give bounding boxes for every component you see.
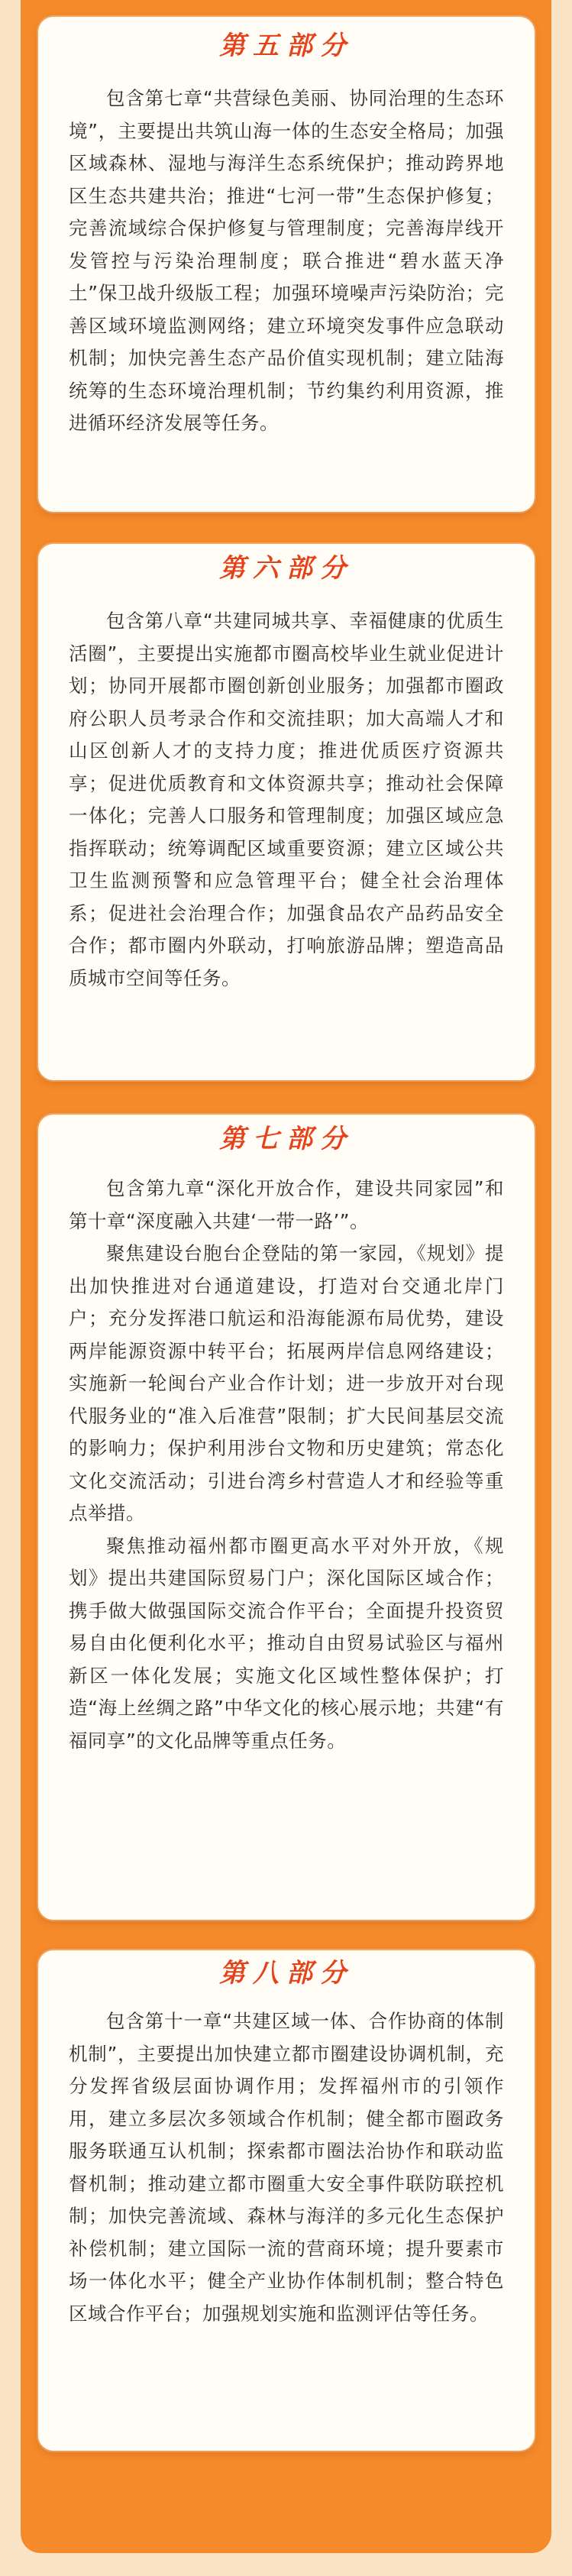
section-card-part-6: [38, 544, 535, 1080]
section-paragraph: 聚焦推动福州都市圈更高水平对外开放，《规划》提出共建国际贸易门户；深化国际区域合作；携手做大做强国际交流合作平台；全面提升投资贸易自由化便利化水平；推动自由贸易试验区与福州新区一体化发展；实施文化区域性整体保护；打造“海上丝绸之路”中华文化的核心展示地；共建“有福同享”的文化品牌等重点任务。: [69, 1534, 504, 1752]
section-paragraph: 包含第七章“共营绿色美丽、协同治理的生态环境”，主要提出共筑山海一体的生态安全格局；加强区域森林、湿地与海洋生态系统保护；推动跨界地区生态共建共治；推进“七河一带”生态保护修复；完善流域综合保护修复与管理制度；完善海岸线开发管控与污染治理制度；联合推进“碧水蓝天净土”保卫战升级版工程；加强环境噪声污染防治；完善区域环境监测网络；建立环境突发事件应急联动机制；加快完善生态产品价值实现机制；建立陆海统筹的生态环境治理机制；节约集约利用资源，推进循环经济发展等任务。: [69, 87, 504, 434]
section-card-part-7: [38, 1115, 535, 1920]
section-paragraph: 包含第十一章“共建区域一体、合作协商的体制机制”，主要提出加快建立都市圈建设协调机制，充分发挥省级层面协调作用；发挥福州市的引领作用，建立多层次多领域合作机制；健全都市圈政务服务联通互认机制；探索都市圈法治协作和联动监督机制；推动建立都市圈重大安全事件联防联控机制；加快完善流域、森林与海洋的多元化生态保护补偿机制；建立国际一流的营商环境；提升要素市场一体化水平；健全产业协作体制机制；整合特色区域合作平台；加强规划实施和监测评估等任务。: [69, 2010, 504, 2325]
section-paragraph: 包含第八章“共建同城共享、幸福健康的优质生活圈”，主要提出实施都市圈高校毕业生就业促进计划；协同开展都市圈创新创业服务；加强都市圈政府公职人员考录合作和交流挂职；加大高端人才和山区创新人才的支持力度；推进优质医疗资源共享；促进优质教育和文体资源共享；推动社会保障一体化；完善人口服务和管理制度；加强区域应急指挥联动；统筹调配区域重要资源；建立区域公共卫生监测预警和应急管理平台；健全社会治理体系；促进社会治理合作；加强食品农产品药品安全合作；都市圈内外联动，打响旅游品牌；塑造高品质城市空间等任务。: [69, 610, 504, 989]
section-card-part-8: [38, 1950, 535, 2451]
section-card-part-5: [38, 17, 535, 512]
section-paragraph: 聚焦建设台胞台企登陆的第一家园，《规划》提出加快推进对台通道建设，打造对台交通北岸门户；充分发挥港口航运和沿海能源布局优势，建设两岸能源资源中转平台；拓展两岸信息网络建设；实施新一轮闽台产业合作计划；进一步放开对台现代服务业的“准入后准营”限制；扩大民间基层交流的影响力；保护利用涉台文物和历史建筑；常态化文化交流活动；引进台湾乡村营造人才和经验等重点举措。: [69, 1242, 504, 1524]
section-title: 第五部分: [219, 31, 354, 61]
section-title: 第六部分: [219, 553, 354, 584]
section-title: 第八部分: [219, 1958, 354, 1989]
section-paragraph: 包含第九章“深化开放合作，建设共同家园”和第十章“深度融入共建‘一带一路’”。: [69, 1177, 504, 1232]
section-title: 第七部分: [219, 1124, 354, 1154]
